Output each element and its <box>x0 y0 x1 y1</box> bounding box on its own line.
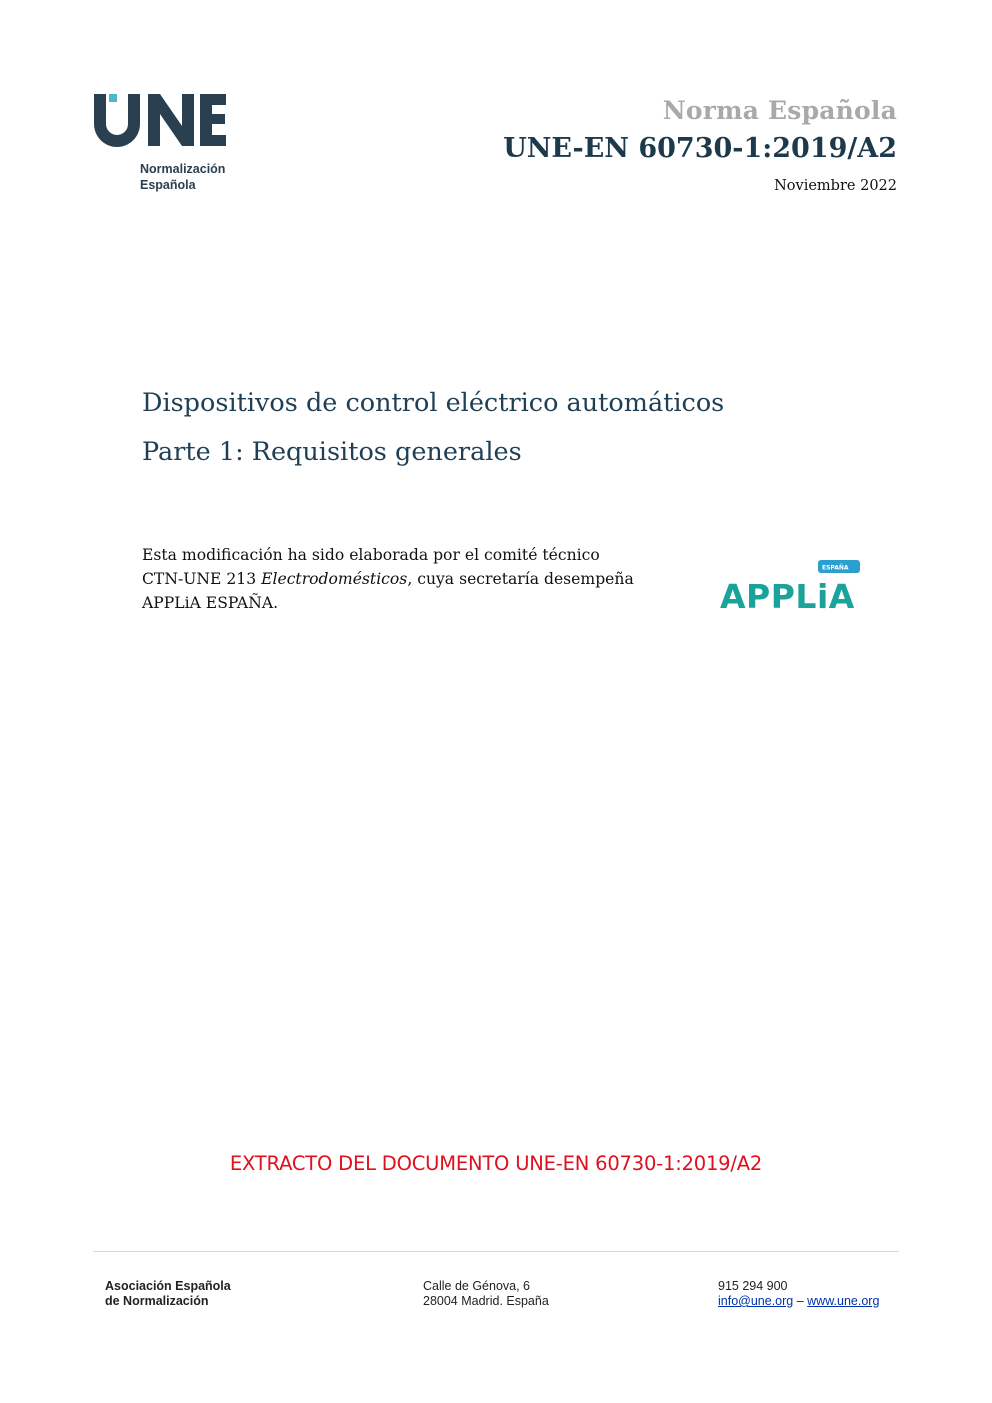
une-logo-subtitle-line1: Normalización <box>140 162 226 176</box>
norma-label: Norma Española <box>662 96 897 125</box>
committee-line-2 <box>142 567 682 591</box>
footer-divider <box>93 1251 899 1252</box>
une-logo-subtitle-line2: Española <box>140 178 196 192</box>
footer-org-line1: Asociación Española <box>105 1279 231 1293</box>
email-link[interactable]: info@une.org <box>718 1294 794 1308</box>
footer-contact <box>718 1279 879 1309</box>
website-link[interactable]: www.une.org <box>807 1294 880 1308</box>
une-logo-mark <box>92 90 232 150</box>
committee-line-2-suffix: , cuya secretaría desempeña <box>407 570 634 588</box>
applia-logo-mark <box>720 558 865 613</box>
publication-date: Noviembre 2022 <box>774 178 897 194</box>
extract-notice: EXTRACTO DEL DOCUMENTO UNE-EN 60730-1:2019/A2 <box>229 1152 763 1175</box>
committee-name: Electrodomésticos <box>261 570 408 588</box>
footer-link-separator: – <box>793 1294 808 1308</box>
committee-paragraph <box>142 543 682 615</box>
footer-links <box>718 1294 879 1309</box>
applia-logo <box>720 558 865 613</box>
footer-address-line1: Calle de Génova, 6 <box>423 1279 531 1293</box>
footer-org-line2: de Normalización <box>105 1294 209 1308</box>
document-title: Dispositivos de control eléctrico automáticos <box>142 388 725 418</box>
norma-code: UNE-EN 60730-1:2019/A2 <box>503 133 897 164</box>
footer-address <box>423 1279 549 1309</box>
committee-code: CTN-UNE 213 <box>142 570 262 588</box>
footer-address-line2: 28004 Madrid. España <box>423 1294 549 1308</box>
une-logo-subtitle <box>140 161 225 193</box>
committee-line-3: APPLiA ESPAÑA. <box>142 594 279 612</box>
applia-badge-text: ESPAÑA <box>822 564 849 572</box>
une-logo <box>92 90 242 200</box>
document-subtitle: Parte 1: Requisitos generales <box>142 437 522 467</box>
footer-organization <box>105 1279 231 1309</box>
committee-line-1: Esta modificación ha sido elaborada por el comité técnico <box>142 546 600 564</box>
footer-phone: 915 294 900 <box>718 1279 788 1293</box>
applia-logo-text: APPLiA <box>720 577 855 613</box>
